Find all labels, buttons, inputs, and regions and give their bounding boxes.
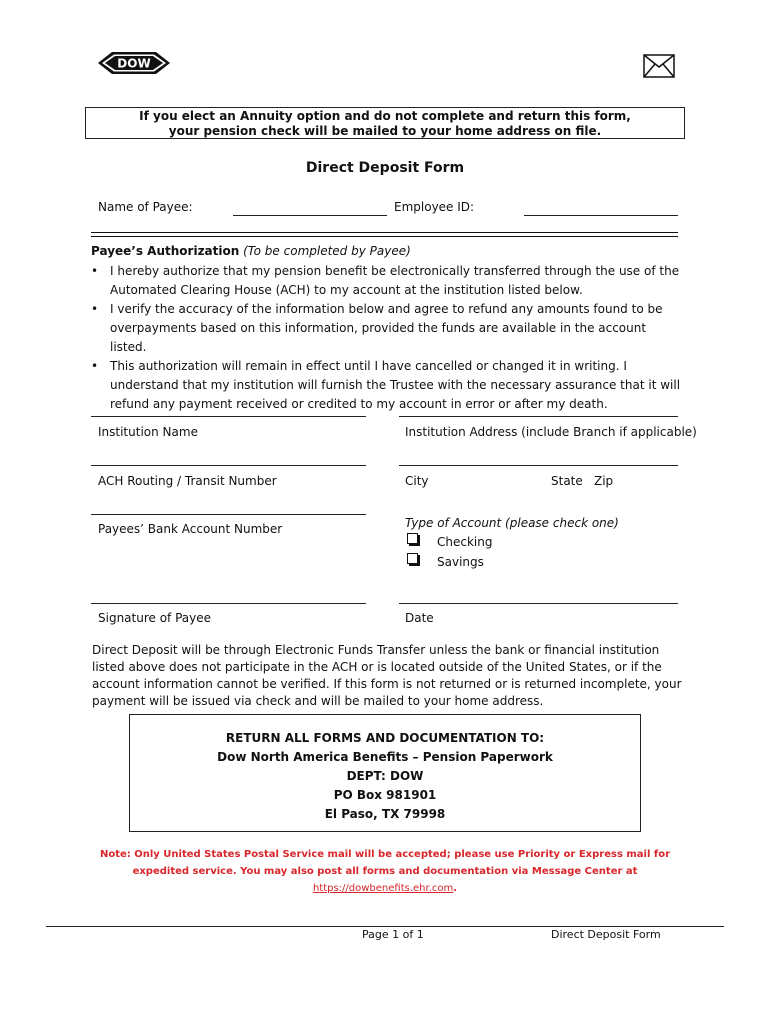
authorization-list (91, 262, 681, 414)
authorization-heading (91, 244, 411, 258)
footer-form-name: Direct Deposit Form (551, 928, 661, 941)
return-line-4: PO Box 981901 (333, 788, 437, 802)
institution-name-field[interactable] (91, 416, 366, 417)
city-label: City (405, 474, 429, 488)
account-number-label: Payees’ Bank Account Number (98, 522, 283, 536)
payee-name-field[interactable] (233, 215, 387, 216)
authorization-note: (To be completed by Payee) (243, 244, 411, 258)
zip-label: Zip (594, 474, 614, 488)
envelope-icon (643, 54, 675, 78)
note-text: Note: Only United States Postal Service mail will be accepted; please use Priority or Express mail for expedited service. You may also post all forms and documentation via Message Center at (99, 849, 671, 877)
page-number: Page 1 of 1 (362, 928, 424, 941)
return-line-2: Dow North America Benefits – Pension Paperwork (217, 750, 553, 764)
authorization-bullet-1: • I hereby authorize that my pension benefit be electronically transferred through the use of the Automated Clearing House (ACH) to my account at the institution listed below. (91, 262, 681, 300)
return-line-3: DEPT: DOW (346, 769, 424, 783)
notice-line-2: your pension check will be mailed to your home address on file. (168, 124, 602, 138)
dow-logo (98, 50, 170, 76)
message-center-link[interactable]: https://dowbenefits.ehr.com (312, 883, 454, 894)
authorization-bullet-3: • This authorization will remain in effect until I have cancelled or changed it in writing. I understand that my institution will furnish the Trustee with the necessary assurance that it will refund any payment received or credited to my account in error or after my death. (91, 357, 681, 414)
date-field[interactable] (399, 603, 678, 604)
account-type-label: Type of Account (please check one) (405, 516, 619, 530)
return-line-1: RETURN ALL FORMS AND DOCUMENTATION TO: (225, 731, 545, 745)
logo-text: DOW (117, 56, 151, 71)
employee-id-label: Employee ID: (394, 200, 475, 214)
institution-address-field[interactable] (399, 416, 678, 417)
state-label: State (551, 474, 583, 488)
routing-number-field[interactable] (91, 465, 366, 466)
signature-label: Signature of Payee (98, 611, 212, 625)
institution-address-label: Institution Address (include Branch if applicable) (405, 425, 697, 439)
signature-field[interactable] (91, 603, 366, 604)
footer-rule (46, 926, 724, 927)
routing-number-label: ACH Routing / Transit Number (98, 474, 277, 488)
notice-line-1: If you elect an Annuity option and do not complete and return this form, (139, 109, 631, 123)
date-label: Date (405, 611, 434, 625)
checking-label: Checking (437, 535, 493, 549)
return-address-box (129, 714, 641, 832)
employee-id-field[interactable] (524, 215, 678, 216)
section-divider (91, 232, 678, 237)
savings-label: Savings (437, 555, 484, 569)
note-end: . (453, 883, 458, 894)
return-line-5: El Paso, TX 79998 (324, 807, 446, 821)
authorization-bullet-2: • I verify the accuracy of the information below and agree to refund any amounts found to be overpayments based on this information, provided the funds are available in the account listed. (91, 300, 681, 357)
postal-note (85, 846, 685, 897)
authorization-title: Payee’s Authorization (91, 244, 240, 258)
checking-checkbox[interactable] (407, 533, 418, 544)
direct-deposit-paragraph: Direct Deposit will be through Electronic Funds Transfer unless the bank or financial institution listed above does not participate in the ACH or is located outside of the United States, or if the account information cannot be verified. If this form is not returned or is returned incomplete, your payment will be issued via check and will be mailed to your home address. (92, 643, 682, 708)
city-state-zip-field[interactable] (399, 465, 678, 466)
payee-name-label: Name of Payee: (98, 200, 193, 214)
account-number-field[interactable] (91, 514, 366, 515)
institution-name-label: Institution Name (98, 425, 198, 439)
form-title: Direct Deposit Form (305, 160, 465, 176)
annuity-notice (85, 107, 685, 139)
savings-checkbox[interactable] (407, 553, 418, 564)
